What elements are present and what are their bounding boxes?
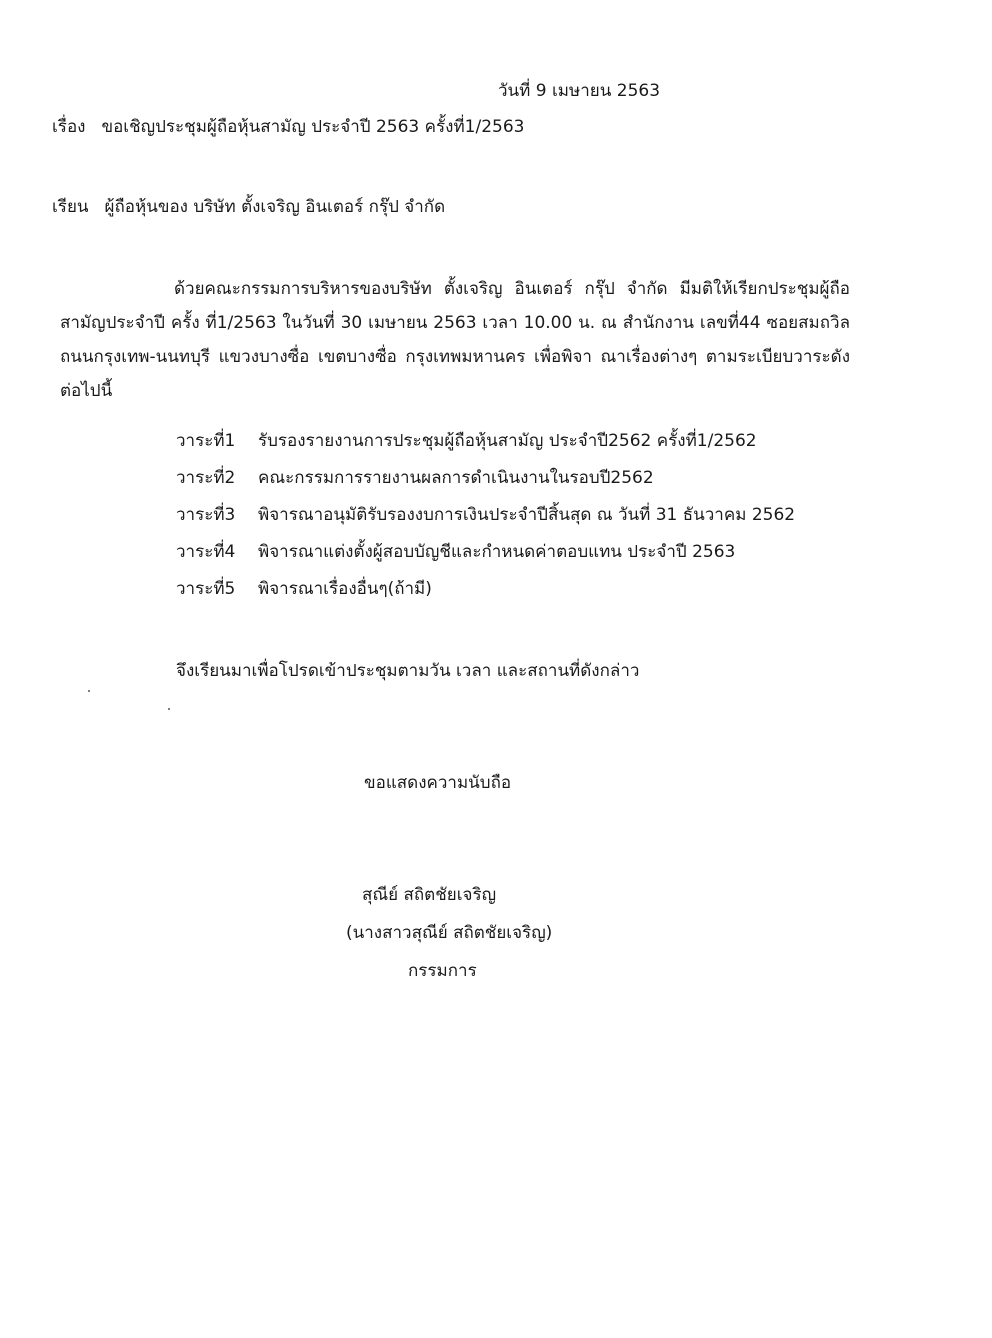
signature-name: สุณีย์ สถิตชัยเจริญ [362,885,497,905]
subject-text: ขอเชิญประชุมผู้ถือหุ้นสามัญ ประจำปี 2563 ครั้งที่1/2563 [101,117,525,137]
body-paragraph: ด้วยคณะกรรมการบริหารของบริษัท ตั้งเจริญ อินเตอร์ กรุ๊ป จำกัด มีมติให้เรียกประชุมผู้ถือสามัญประจำปี ครั้ง ที่1/2563 ในวันที่ 30 เมษายน 2563 เวลา 10.00 น. ณ สำนักงาน เลขที่44 ซอยสมถวิล ถนนกรุงเทพ-นนทบุรี แขวงบางซื่อ เขตบางซื่อ กรุงเทพมหานคร เพื่อพิจา ณาเรื่องต่างๆ ตามระเบียบวาระดังต่อไปนี้ [60,279,850,401]
subject-label: เรื่อง [52,117,86,137]
agenda-number: วาระที่3 [176,505,236,525]
agenda-item [176,428,795,465]
agenda-number: วาระที่2 [176,468,236,488]
agenda-text: พิจารณาแต่งตั้งผู้สอบบัญชีและกำหนดค่าตอบแทน ประจำปี 2563 [258,542,736,562]
signature-full-name: (นางสาวสุณีย์ สถิตชัยเจริญ) [346,923,553,943]
agenda-number: วาระที่4 [176,542,236,562]
agenda-list [176,428,795,613]
closing-text: จึงเรียนมาเพื่อโปรดเข้าประชุมตามวัน เวลา และสถานที่ดังกล่าว [176,661,640,681]
scan-speck [168,708,170,710]
signature-title: กรรมการ [408,961,477,981]
recipient-line [52,196,445,218]
agenda-item [176,502,795,539]
letter-date: วันที่ 9 เมษายน 2563 [498,81,661,101]
agenda-item [176,539,795,576]
agenda-item [176,576,795,613]
agenda-item [176,465,795,502]
recipient-label: เรียน [52,197,89,217]
agenda-number: วาระที่1 [176,431,236,451]
agenda-text: คณะกรรมการรายงานผลการดำเนินงานในรอบปี2562 [258,468,654,488]
agenda-text: พิจารณาเรื่องอื่นๆ(ถ้ามี) [258,579,432,599]
agenda-number: วาระที่5 [176,579,236,599]
scan-speck [88,690,90,692]
recipient-text: ผู้ถือหุ้นของ บริษัท ตั้งเจริญ อินเตอร์ กรุ๊ป จำกัด [104,197,446,217]
agenda-text: พิจารณาอนุมัติรับรองงบการเงินประจำปีสิ้นสุด ณ วันที่ 31 ธันวาคม 2562 [258,505,796,525]
subject-line [52,116,524,138]
regards-text: ขอแสดงความนับถือ [364,773,512,793]
agenda-text: รับรองรายงานการประชุมผู้ถือหุ้นสามัญ ประจำปี2562 ครั้งที่1/2562 [258,431,757,451]
